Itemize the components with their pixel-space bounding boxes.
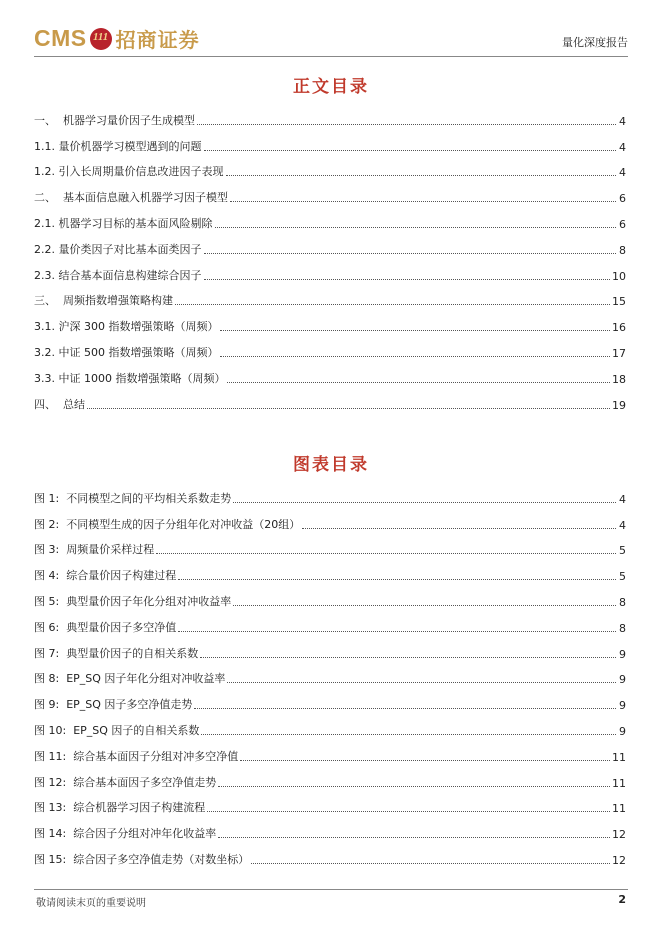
dot-leader — [302, 527, 616, 529]
toc-entry[interactable] — [34, 360, 626, 386]
toc-entry[interactable] — [34, 102, 626, 128]
dot-leader — [178, 630, 616, 632]
toc-entry-page[interactable]: 4 — [619, 140, 626, 154]
dot-leader — [156, 552, 616, 554]
figures-title: 图表目录 — [293, 455, 369, 475]
dot-leader — [233, 501, 616, 503]
toc-entry-label[interactable]: 二、 基本面信息融入机器学习因子模型 — [34, 191, 228, 205]
toc-entry-label[interactable]: 一、 机器学习量价因子生成模型 — [34, 113, 195, 127]
dot-leader — [220, 329, 610, 331]
toc-entry[interactable] — [34, 128, 626, 154]
figure-toc-entry[interactable] — [34, 635, 626, 661]
figure-toc-entry[interactable] — [34, 841, 626, 867]
dot-leader — [233, 604, 616, 606]
toc-entry-label[interactable]: 2.1. 机器学习目标的基本面风险剔除 — [34, 216, 213, 230]
dot-leader — [87, 407, 610, 409]
figure-toc-entry[interactable] — [34, 790, 626, 816]
figure-toc-entry-page[interactable]: 12 — [612, 853, 626, 867]
toc-entry-label[interactable]: 四、 总结 — [34, 397, 85, 411]
figure-toc-entry-label[interactable]: 图 1: 不同模型之间的平均相关系数走势 — [34, 491, 232, 505]
dot-leader — [240, 759, 610, 761]
toc-entry-label[interactable]: 1.2. 引入长周期量价信息改进因子表现 — [34, 165, 224, 179]
dot-leader — [204, 252, 617, 254]
figure-toc-entry-page[interactable]: 11 — [612, 802, 626, 816]
toc-entry-page[interactable]: 16 — [612, 321, 626, 335]
figure-toc-entry-label[interactable]: 图 9: EP_SQ 因子多空净值走势 — [34, 698, 193, 712]
toc-entry[interactable] — [34, 205, 626, 231]
cms-logo — [34, 24, 200, 53]
figure-toc-entry-page[interactable]: 9 — [619, 673, 626, 687]
toc-entry[interactable] — [34, 308, 626, 334]
figure-toc-entry-label[interactable]: 图 2: 不同模型生成的因子分组年化对冲收益（20组） — [34, 517, 301, 531]
dot-leader — [175, 303, 610, 305]
toc-entry-label[interactable]: 3.3. 中证 1000 指数增强策略（周频） — [34, 371, 226, 385]
figure-toc-entry-page[interactable]: 9 — [619, 647, 626, 661]
dot-leader — [197, 123, 616, 125]
toc-entry[interactable] — [34, 283, 626, 309]
logo-badge-icon — [90, 28, 112, 50]
figure-toc-entry-label[interactable]: 图 11: 综合基本面因子分组对冲多空净值 — [34, 749, 239, 763]
toc-entry-page[interactable]: 17 — [612, 346, 626, 360]
figure-toc-entry[interactable] — [34, 815, 626, 841]
figure-toc-entry-page[interactable]: 12 — [612, 828, 626, 842]
toc-entry[interactable] — [34, 231, 626, 257]
toc-entry-label[interactable]: 2.2. 量价类因子对比基本面类因子 — [34, 242, 202, 256]
toc-entry[interactable] — [34, 257, 626, 283]
dot-leader — [227, 381, 610, 383]
toc-entry-label[interactable]: 三、 周频指数增强策略构建 — [34, 294, 173, 308]
contents-title: 正文目录 — [293, 77, 369, 97]
figure-toc-entry[interactable] — [34, 609, 626, 635]
toc-entry-page[interactable]: 15 — [612, 295, 626, 309]
dot-leader — [227, 681, 616, 683]
figure-toc-entry-label[interactable]: 图 8: EP_SQ 因子年化分组对冲收益率 — [34, 672, 226, 686]
figure-toc-entry[interactable] — [34, 583, 626, 609]
dot-leader — [215, 226, 617, 228]
figure-toc-entry-label[interactable]: 图 14: 综合因子分组对冲年化收益率 — [34, 827, 217, 841]
figure-toc-entry[interactable] — [34, 686, 626, 712]
figure-toc-entry-page[interactable]: 4 — [619, 492, 626, 506]
dot-leader — [200, 656, 616, 658]
figure-toc-entry-page[interactable]: 8 — [619, 621, 626, 635]
toc-entry-page[interactable]: 4 — [619, 166, 626, 180]
footer-divider — [34, 889, 628, 890]
toc-entry-label[interactable]: 3.1. 沪深 300 指数增强策略（周频） — [34, 320, 219, 334]
toc-entry-page[interactable]: 4 — [619, 114, 626, 128]
figure-toc-entry-label[interactable]: 图 7: 典型量价因子的自相关系数 — [34, 646, 199, 660]
figure-toc-entry-page[interactable]: 9 — [619, 699, 626, 713]
figure-toc-entry-page[interactable]: 5 — [619, 544, 626, 558]
toc-entry-page[interactable]: 19 — [612, 398, 626, 412]
figure-toc-entry[interactable] — [34, 712, 626, 738]
figure-toc-entry-page[interactable]: 11 — [612, 776, 626, 790]
figure-toc-entry-label[interactable]: 图 10: EP_SQ 因子的自相关系数 — [34, 723, 200, 737]
figure-toc-entry[interactable] — [34, 506, 626, 532]
toc-entry-label[interactable]: 3.2. 中证 500 指数增强策略（周频） — [34, 345, 219, 359]
toc-entry-page[interactable]: 6 — [619, 217, 626, 231]
dot-leader — [218, 785, 610, 787]
figure-toc-entry[interactable] — [34, 532, 626, 558]
dot-leader — [218, 836, 610, 838]
figure-toc-entry-label[interactable]: 图 3: 周频量价采样过程 — [34, 543, 155, 557]
toc-entry-page[interactable]: 18 — [612, 372, 626, 386]
toc-entry-page[interactable]: 8 — [619, 243, 626, 257]
toc-entry[interactable] — [34, 179, 626, 205]
dot-leader — [207, 810, 610, 812]
figure-toc-entry[interactable] — [34, 764, 626, 790]
dot-leader — [251, 862, 610, 864]
toc-entry[interactable] — [34, 386, 626, 412]
figure-toc-entry-page[interactable]: 8 — [619, 595, 626, 609]
report-type: 量化深度报告 — [562, 36, 628, 49]
dot-leader — [178, 578, 616, 580]
logo-badge-text: 111 — [92, 30, 109, 43]
dot-leader — [220, 355, 610, 357]
toc-entry-label[interactable]: 1.1. 量价机器学习模型遇到的问题 — [34, 139, 202, 153]
dot-leader — [226, 174, 617, 176]
dot-leader — [230, 200, 616, 202]
toc-entry-page[interactable]: 10 — [612, 269, 626, 283]
page-header — [34, 18, 628, 56]
dot-leader — [204, 149, 617, 151]
figure-toc-entry-label[interactable]: 图 15: 综合因子多空净值走势（对数坐标） — [34, 852, 250, 866]
footer-disclaimer: 敬请阅读末页的重要说明 — [36, 898, 146, 909]
toc-entry[interactable] — [34, 154, 626, 180]
logo-text: CMS — [34, 25, 87, 51]
page-number: 2 — [618, 893, 626, 906]
figure-toc-entry[interactable] — [34, 661, 626, 687]
toc-entry-label[interactable]: 2.3. 结合基本面信息构建综合因子 — [34, 268, 202, 282]
figure-toc-entry-label[interactable]: 图 5: 典型量价因子年化分组对冲收益率 — [34, 594, 232, 608]
figure-toc-entry-page[interactable]: 4 — [619, 518, 626, 532]
dot-leader — [194, 707, 616, 709]
figure-toc-entry-label[interactable]: 图 4: 综合量价因子构建过程 — [34, 569, 177, 583]
header-divider — [34, 56, 628, 57]
figure-toc-entry-label[interactable]: 图 6: 典型量价因子多空净值 — [34, 620, 177, 634]
figure-toc-entry-label[interactable]: 图 13: 综合机器学习因子构建流程 — [34, 801, 206, 815]
dot-leader — [204, 278, 611, 280]
contents-list — [34, 102, 626, 412]
dot-leader — [201, 733, 616, 735]
logo-chinese-name: 招商证券 — [115, 28, 200, 52]
figure-toc-entry-page[interactable]: 11 — [612, 750, 626, 764]
figures-list — [34, 480, 626, 867]
toc-entry-page[interactable]: 6 — [619, 192, 626, 206]
figure-toc-entry[interactable] — [34, 480, 626, 506]
figure-toc-entry-page[interactable]: 9 — [619, 724, 626, 738]
figure-toc-entry-page[interactable]: 5 — [619, 570, 626, 584]
figure-toc-entry[interactable] — [34, 738, 626, 764]
figure-toc-entry[interactable] — [34, 557, 626, 583]
toc-entry[interactable] — [34, 334, 626, 360]
figure-toc-entry-label[interactable]: 图 12: 综合基本面因子多空净值走势 — [34, 775, 217, 789]
